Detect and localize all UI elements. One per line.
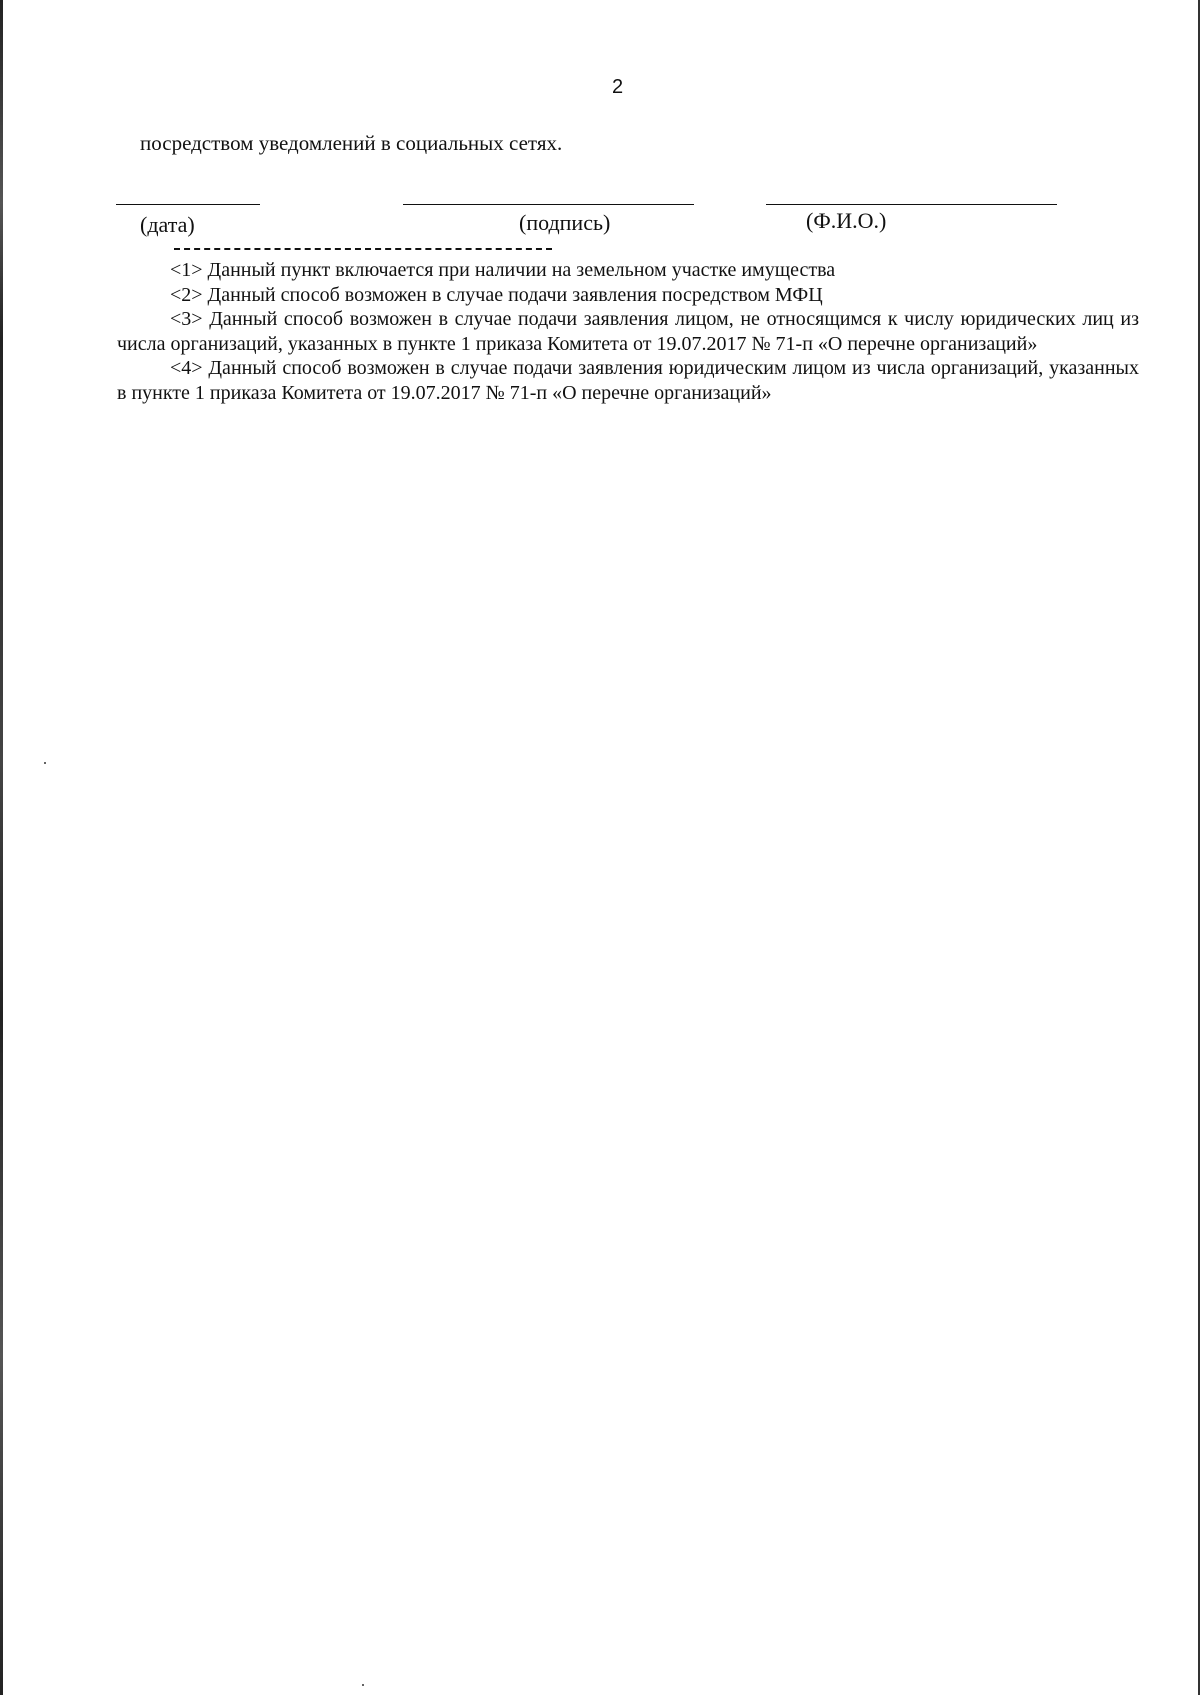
- scan-speck: [44, 762, 46, 764]
- footnotes: [117, 258, 1139, 405]
- date-label: (дата): [140, 212, 195, 237]
- continuation-text: посредством уведомлений в социальных сетях.: [140, 131, 563, 155]
- name-line: [766, 204, 1057, 205]
- date-line: [116, 204, 260, 205]
- page-number: 2: [612, 76, 624, 98]
- signature-label: (подпись): [519, 210, 611, 235]
- footnote-4: <4> Данный способ возможен в случае подачи заявления юридическим лицом из числа организаций, указанных в пункте 1 приказа Комитета от 19.07.2017 № 71-п «О перечне организаций»: [117, 357, 1139, 404]
- name-label: (Ф.И.О.): [806, 208, 887, 233]
- footnote-3: <3> Данный способ возможен в случае подачи заявления лицом, не относящимся к числу юридических лиц из числа организаций, указанных в пункте 1 приказа Комитета от 19.07.2017 № 71-п «О перечне организаций»: [117, 308, 1139, 355]
- scan-speck: [362, 1684, 364, 1686]
- footnote-1: <1> Данный пункт включается при наличии на земельном участке имущества: [170, 259, 836, 281]
- scan-edge-left: [0, 0, 3, 1695]
- footnote-separator: [174, 248, 552, 250]
- footnote-2: <2> Данный способ возможен в случае подачи заявления посредством МФЦ: [170, 283, 823, 306]
- signature-line: [403, 204, 694, 205]
